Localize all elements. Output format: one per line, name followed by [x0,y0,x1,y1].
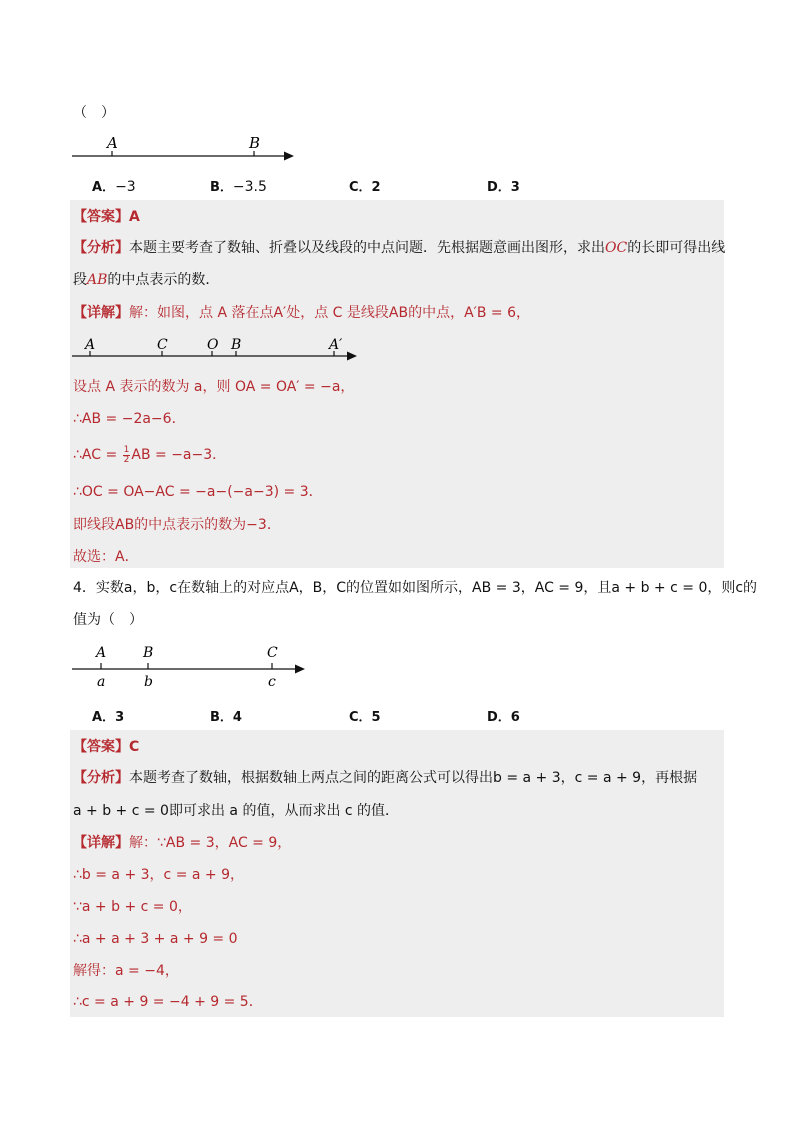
q4-stem-line1: 4．实数a，b，c在数轴上的对应点A，B，C的位置如如图所示，AB = 3，AC = 9，且a + b + c = 0，则c的 [73,580,758,596]
q3-answer: 【答案】A [73,209,140,225]
fraction-half: $\frac{1}{2}$ [123,444,130,465]
value-label-a: a [97,674,106,690]
q4-answer: 【答案】C [73,739,140,755]
axis-arrow [295,665,305,674]
point-label-c: C [267,645,278,661]
q4-step2: ∵a + b + c = 0， [73,899,192,915]
q4-analysis-line1: 【分析】本题考查了数轴，根据数轴上两点之间的距离公式可以得出b = a + 3，c = a + 9，再根据 [73,770,698,786]
q3-choice-a[interactable]: A．−3 [92,179,136,195]
point-label-c: C [157,337,168,353]
q3-choice-b[interactable]: B．−3.5 [210,179,267,195]
q4-stem-line2: 值为（ ） [73,612,143,628]
axis-arrow [347,352,357,361]
point-label-b: B [249,134,261,152]
q3-analysis-line1: 【分析】本题主要考查了数轴、折叠以及线段的中点问题．先根据题意画出图形，求出OC的长即可得出线 [73,240,726,256]
q4-choice-a[interactable]: A．3 [92,710,125,725]
q3-step1: 设点 A 表示的数为 a，则 OA = OA′ = −a， [73,379,355,395]
q3-step4: ∴OC = OA−AC = −a−(−a−3) = 3． [73,484,323,500]
q4-step3: ∴a + a + 3 + a + 9 = 0 [73,931,238,947]
q4-step1: ∴b = a + 3，c = a + 9， [73,867,244,883]
q4-step5: ∴c = a + 9 = −4 + 9 = 5． [73,994,263,1010]
q3-detail-line1: 【详解】解：如图，点 A 落在点A′处，点 C 是线段AB的中点，A′B = 6， [73,305,530,321]
value-label-b: b [144,674,153,690]
q4-number-line [70,642,310,690]
q3-step5: 即线段AB的中点表示的数为−3． [73,517,281,533]
point-label-b: B [143,645,154,661]
point-label-o: O [207,337,219,353]
q3-step2: ∴AB = −2a−6． [73,411,186,427]
q4-detail-line1: 【详解】解：∵AB = 3，AC = 9， [73,835,292,851]
q3-solution-number-line [70,334,362,364]
point-label-b: B [231,337,242,353]
q3-choice-c[interactable]: C．2 [349,180,381,195]
q3-number-line [70,130,300,166]
axis-arrow [284,152,294,161]
q3-step6: 故选：A． [73,549,139,565]
q4-choice-d[interactable]: D．6 [487,710,520,725]
q4-choice-c[interactable]: C．5 [349,710,381,725]
q4-step4: 解得：a = −4， [73,963,179,979]
q3-stem-bracket: （ ） [73,105,115,121]
value-label-c: c [268,674,276,690]
q4-analysis-line2: a + b + c = 0即可求出 a 的值，从而求出 c 的值． [73,803,400,819]
q3-choice-d[interactable]: D．3 [487,180,520,195]
q4-choice-b[interactable]: B．4 [210,710,242,725]
point-label-a: A [107,134,118,152]
q3-step3: ∴AC = $\frac{1}{2}$ AB = −a−3． [73,444,227,465]
point-label-a: A [85,337,96,353]
point-label-a-prime: A′ [329,337,343,353]
q3-analysis-line2: 段AB的中点表示的数． [73,272,220,288]
point-label-a: A [96,645,107,661]
